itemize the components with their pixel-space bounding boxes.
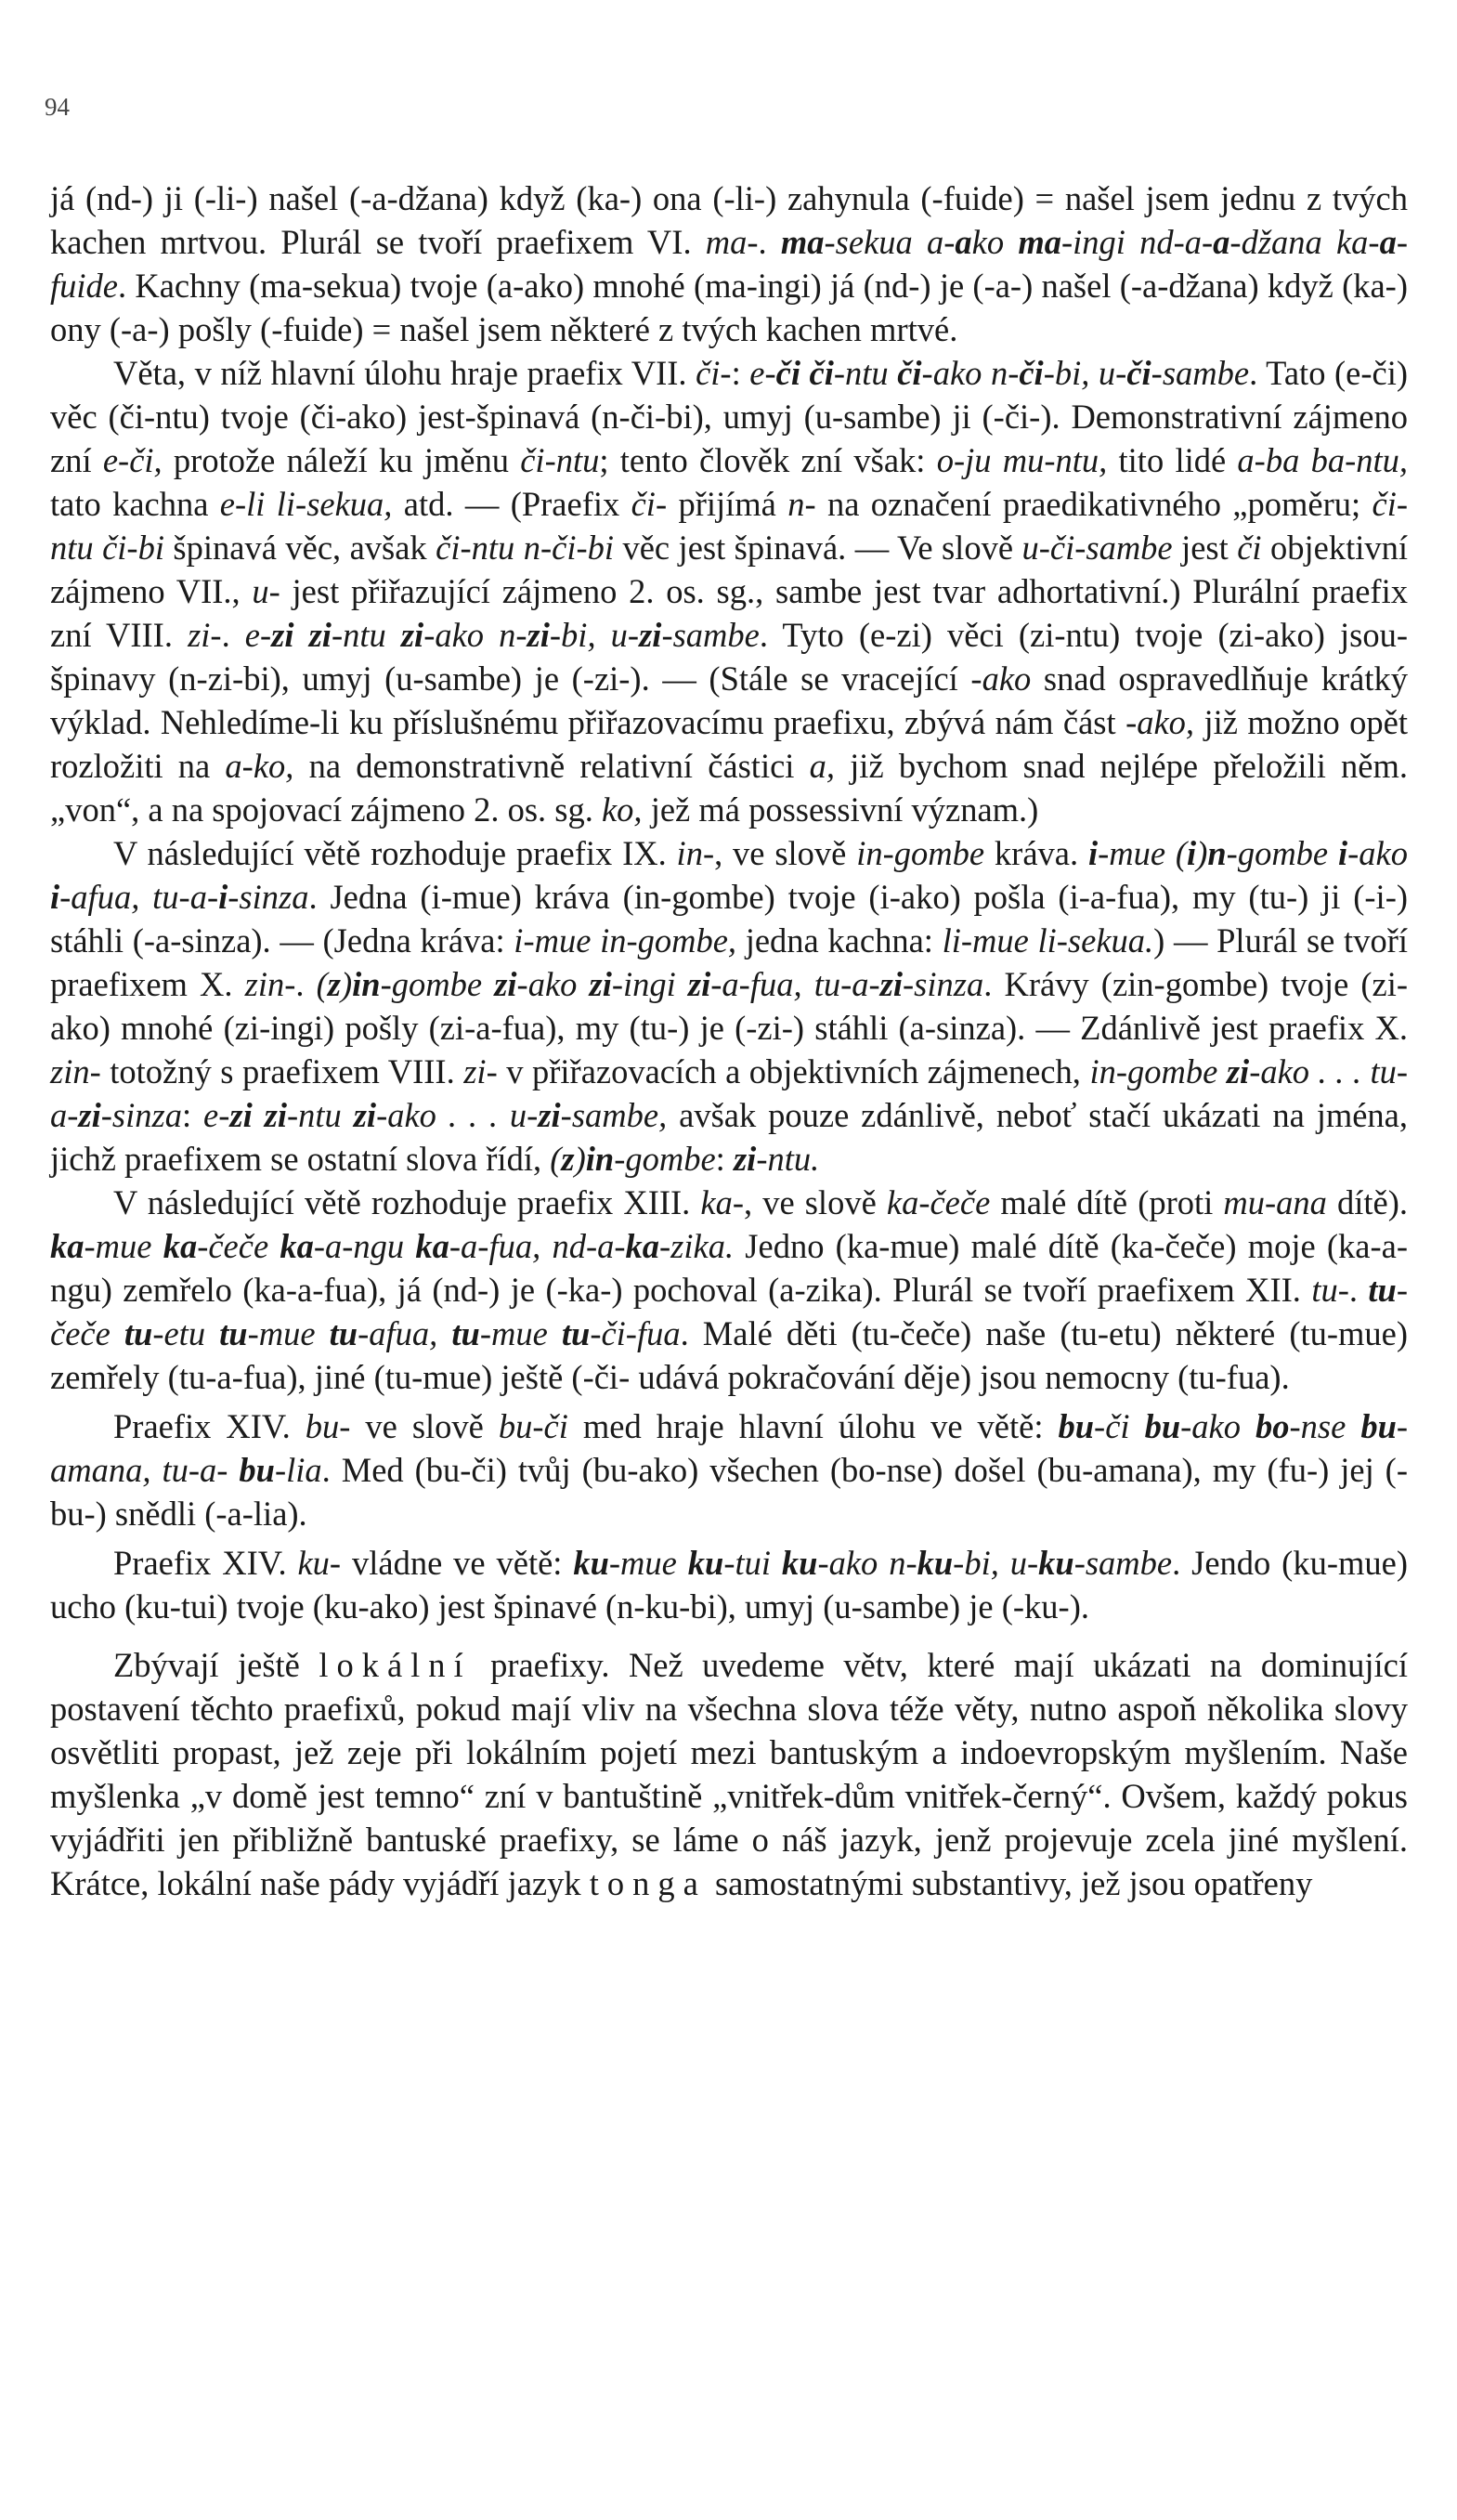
- text-run: u-či-sambe: [1021, 529, 1173, 567]
- text-run: -ako: [516, 965, 590, 1003]
- text-run: bu: [1360, 1407, 1397, 1445]
- text-run: bo: [1255, 1407, 1290, 1445]
- text-run: protože náleží ku jměnu: [162, 441, 521, 479]
- text-run: zi: [271, 616, 294, 654]
- text-run: n-: [787, 485, 816, 523]
- text-run: Praefix XIV.: [113, 1407, 306, 1445]
- text-run: u-: [252, 572, 280, 610]
- text-run: . Med (bu-či) tvůj (bu-ako) všechen (bo-nse) došel (bu-amana), my (fu-) jej (-bu-) snědli (-a-lia).: [50, 1451, 1408, 1533]
- text-run: či: [775, 354, 800, 392]
- text-run: zi: [589, 965, 612, 1003]
- text-run: -zika.: [659, 1227, 735, 1265]
- text-run: . Kachny (ma-sekua) tvoje (a-ako) mnohé (ma-ingi) já (nd-) je (-a-) našel (-a-džana) když (ka-) ony (-a-) pošly (-fuide) = našel jsem některé z tvých kachen mrtvé.: [50, 267, 1408, 348]
- text-run: n: [1207, 834, 1227, 872]
- text-run: -ako: [1180, 1407, 1255, 1445]
- text-run: , ve slově: [714, 834, 857, 872]
- text-run: přijímá: [667, 485, 788, 523]
- text-run: in: [352, 965, 381, 1003]
- text-run: bu: [1058, 1407, 1095, 1445]
- text-run: či-: [696, 354, 732, 392]
- text-run: tu: [561, 1314, 591, 1352]
- text-run: V následující větě rozhoduje praefix IX.: [113, 834, 677, 872]
- text-run: (: [316, 965, 328, 1003]
- text-run: -amana, tu-a-: [50, 1407, 1409, 1489]
- text-run: -lia: [274, 1451, 322, 1489]
- text-run: -bi, u-: [549, 616, 640, 654]
- text-run: či: [1237, 529, 1262, 567]
- text-run: a,: [809, 747, 835, 785]
- text-run: věc jest špinavá. — Ve slově: [614, 529, 1022, 567]
- text-run: zi: [78, 1096, 101, 1134]
- text-run: -ako n-: [921, 354, 1020, 392]
- text-run: ma: [780, 223, 825, 261]
- text-run: objektivní zájmeno VII.,: [50, 529, 1409, 610]
- text-run: či-ntu: [520, 441, 600, 479]
- text-run: in-: [676, 834, 715, 872]
- text-run: [1217, 1052, 1227, 1090]
- text-run: ku: [687, 1544, 724, 1582]
- text-run: [253, 1096, 265, 1134]
- text-run: [294, 616, 309, 654]
- text-run: mu-ana: [1223, 1183, 1327, 1221]
- text-run: Praefix XIV.: [113, 1544, 298, 1582]
- text-run: ku: [573, 1544, 609, 1582]
- text-run: i-mue in-gombe,: [514, 921, 737, 960]
- text-run: .: [758, 223, 781, 261]
- text-run: . Jendo (ku-mue) ucho (ku-tui) tvoje (ku-ako) jest špinavé (n-ku-bi), umyj (u-sambe) je (-ku-).: [50, 1544, 1408, 1626]
- text-run: ku: [917, 1544, 954, 1582]
- text-run: ka: [280, 1227, 314, 1265]
- text-run: -či: [1094, 1407, 1145, 1445]
- text-run: či: [1019, 354, 1044, 392]
- text-run: . Tato (e-či) věc (či-ntu) tvoje (či-ako) jest-špinavá (n-či-bi), umyj (u-sambe) ji (-či-). Demonstrativní zájmeno zní: [50, 354, 1408, 479]
- text-run: -mue: [84, 1227, 163, 1265]
- text-run: Zbývají ještě: [113, 1646, 319, 1684]
- text-run: ku: [1038, 1544, 1074, 1582]
- text-run: i: [50, 878, 60, 916]
- text-run: in: [585, 1140, 615, 1178]
- text-run: -čeče: [197, 1227, 280, 1265]
- text-run: e-: [203, 1096, 230, 1134]
- text-run: -etu: [152, 1314, 220, 1352]
- text-run: zi: [639, 616, 662, 654]
- text-run: špinavá věc, avšak: [163, 529, 436, 567]
- text-run: -sinza: [228, 878, 309, 916]
- text-run: :: [715, 1140, 734, 1178]
- text-run: tu: [124, 1314, 153, 1352]
- text-run: -ako n-: [817, 1544, 917, 1582]
- text-run: Věta, v níž hlavní úlohu hraje praefix VII.: [113, 354, 696, 392]
- paragraph: [50, 1541, 1408, 1628]
- text-run: avšak pouze zdánlivě, neboť stačí ukázati na jména, jichž praefixem se ostatní slova řídí,: [50, 1096, 1408, 1178]
- text-run: zi: [687, 965, 711, 1003]
- text-run: z: [561, 1140, 575, 1178]
- text-run: ): [574, 1140, 586, 1178]
- text-run: -džana ka-: [1229, 223, 1380, 261]
- text-run: praefixy. Než uvedeme větv, které mají ukázati na dominující postavení těchto praefixů, pokud mají vliv na všechna slova téže věty, nutno aspoň několika slovy osvětliti propast, jež zeje při lokálním pojetí mezi bantuským a indoevropským myšlením. Naše myšlenka „v domě jest temno“ zní v bantuštině „vnitřek-dům vnitřek-černý“. Ovšem, každý pokus vyjádřiti jen přibližně bantuské praefixy, se láme o náš jazyk, jenž projevuje zcela jiné myšlení. Krátce, lokální naše pády vyjádří jazyk: [50, 1646, 1408, 1902]
- text-run: ma-: [705, 223, 759, 261]
- text-run: e-: [749, 354, 776, 392]
- text-run: , ve slově: [743, 1183, 887, 1221]
- text-run: e-: [244, 616, 272, 654]
- text-run: ka: [50, 1227, 85, 1265]
- text-run: -fuide: [50, 223, 1408, 305]
- text-run: tonga: [589, 1864, 707, 1902]
- text-run: z: [327, 965, 341, 1003]
- text-run: i: [1187, 834, 1197, 872]
- text-run: .: [221, 616, 245, 654]
- text-run: ): [1196, 834, 1208, 872]
- text-run: snad ospravedlňuje krátký výklad. Nehledíme-li ku příslušnému přiřazovacímu praefixu, zbývá nám část: [50, 659, 1408, 741]
- text-run: ma: [1018, 223, 1061, 261]
- text-run: . Krávy (zin-gombe) tvoje (zi-ako) mnohé (zi-ingi) pošly (zi-a-fua), my (tu-) je (-zi-) stáhli (a-sinza). — Zdánlivě jest praefix X.: [50, 965, 1409, 1047]
- text-run: -či-fua: [590, 1314, 681, 1352]
- text-run: med hraje hlavní úlohu ve větě:: [567, 1407, 1059, 1445]
- text-run: [800, 354, 810, 392]
- text-run: či: [1126, 354, 1151, 392]
- paragraph: [50, 351, 1408, 831]
- text-run: (: [550, 1140, 562, 1178]
- text-run: již bychom snad nejlépe přeložili něm. „von“, a na spojovací zájmeno 2. os. sg.: [50, 747, 1408, 829]
- text-run: ka: [163, 1227, 198, 1265]
- text-run: či: [809, 354, 834, 392]
- text-run: -mue: [479, 1314, 562, 1352]
- text-run: tu: [1368, 1271, 1397, 1309]
- text-run: i: [218, 878, 228, 916]
- paragraph: [50, 831, 1408, 1181]
- text-run: ku-: [297, 1544, 342, 1582]
- text-run: -tui: [723, 1544, 782, 1582]
- text-run: tu-a-: [50, 1052, 1409, 1134]
- text-run: V následující větě rozhoduje praefix XIII.: [113, 1183, 701, 1221]
- text-run: kráva.: [984, 834, 1088, 872]
- text-run: in-gombe: [1089, 1052, 1218, 1090]
- text-run: :: [181, 1096, 204, 1134]
- text-run: jest přiřazující zájmeno 2. os. sg., sambe jest tvar adhortativní.) Plurální praefix zní VIII.: [50, 572, 1408, 654]
- text-run: zin-: [244, 965, 296, 1003]
- text-run: -ako . . .: [1249, 1052, 1371, 1090]
- text-run: zi: [308, 616, 332, 654]
- text-run: i: [1337, 834, 1348, 872]
- text-run: či-ntu či-bi: [50, 485, 1408, 567]
- text-run: samostatnými substantivy, jež jsou opatřeny: [706, 1864, 1313, 1902]
- text-run: -ako . . .: [376, 1096, 510, 1134]
- text-run: tu-: [1311, 1271, 1349, 1309]
- text-run: . Jedna (i-mue) kráva (in-gombe) tvoje (i-ako) pošla (i-a-fua), my (tu-) ji (-i-) stáhli (-a-sinza). — (Jedna kráva:: [50, 878, 1409, 960]
- text-run: jest: [1172, 529, 1238, 567]
- text-run: -ntu: [331, 616, 401, 654]
- text-run: -mue: [608, 1544, 688, 1582]
- text-run: -ako,: [1125, 703, 1195, 741]
- paragraph: [50, 1404, 1408, 1535]
- text-run: zi-: [463, 1052, 498, 1090]
- text-run: jedna kachna:: [736, 921, 943, 960]
- text-run: -a-fua, nd-a-: [449, 1227, 626, 1265]
- text-run: tato kachna: [50, 485, 220, 523]
- text-run: v přiřazovacích a objektivních zájmenech,: [497, 1052, 1090, 1090]
- text-run: zi: [733, 1140, 757, 1178]
- text-run: či-: [631, 485, 668, 523]
- text-run: zi: [879, 965, 904, 1003]
- text-run: dítě).: [1326, 1183, 1409, 1221]
- text-run: -sambe: [1073, 1544, 1173, 1582]
- text-run: a-ko,: [225, 747, 294, 785]
- text-run: ve slově: [350, 1407, 499, 1445]
- text-run: či-ntu n-či-bi: [436, 529, 615, 567]
- text-run: ka-čeče: [886, 1183, 991, 1221]
- text-run: tu: [329, 1314, 358, 1352]
- text-run: -a-fua, tu-a-: [710, 965, 880, 1003]
- text-run: zi: [229, 1096, 253, 1134]
- text-run: bu: [239, 1451, 275, 1489]
- text-run: ; tento člověk zní však:: [599, 441, 937, 479]
- text-run: na označení praedikativného „poměru;: [815, 485, 1372, 523]
- text-run: -ingi: [611, 965, 688, 1003]
- text-run: vládne ve větě:: [341, 1544, 574, 1582]
- text-run: -sinza: [903, 965, 984, 1003]
- text-run: ko,: [601, 790, 643, 829]
- text-run: :: [731, 354, 750, 392]
- text-run: totožný s praefixem VIII.: [100, 1052, 464, 1090]
- text-run: in-gombe: [856, 834, 985, 872]
- text-run: -ingi nd-a-: [1060, 223, 1214, 261]
- text-run: ku: [781, 1544, 818, 1582]
- text-run: -bi, u-: [953, 1544, 1039, 1582]
- text-run: já (nd-) ji (-li-) našel (-a-džana) když (ka-) ona (-li-) zahynula (-fuide) = našel jsem jednu z tvých kachen mrtvou. Plurál se tvoří praefixem VI.: [50, 179, 1408, 261]
- text-run: -a-ngu: [313, 1227, 416, 1265]
- text-run: -nse: [1289, 1407, 1361, 1445]
- text-run: -sambe,: [560, 1096, 668, 1134]
- text-run: -ntu: [287, 1096, 354, 1134]
- paragraph: [50, 1181, 1408, 1399]
- text-run: zi: [1226, 1052, 1250, 1090]
- text-run: bu-či: [498, 1407, 568, 1445]
- text-run: -gombe: [1226, 834, 1338, 872]
- page-number: 94: [45, 93, 70, 121]
- text-run: -mue (: [1098, 834, 1188, 872]
- text-run: lokální: [319, 1646, 472, 1684]
- text-run: atd. — (Praefix: [392, 485, 631, 523]
- text-run: . Tyto (e-zi) věci (zi-ntu) tvoje (zi-ako) jsou-špinavy (n-zi-bi), umyj (u-sambe) je (-zi-). — (Stále se vracející: [50, 616, 1409, 698]
- text-run: na demonstrativně relativní částici: [293, 747, 810, 785]
- text-run: i: [1087, 834, 1099, 872]
- text-run: jež má possessivní význam.): [642, 790, 1039, 829]
- text-run: -gombe: [614, 1140, 716, 1178]
- text-run: e-či,: [102, 441, 163, 479]
- text-run: e-li li-sekua,: [219, 485, 393, 523]
- text-run: -ako: [1347, 834, 1408, 872]
- text-run: -ntu.: [756, 1140, 820, 1178]
- text-run: -sambe: [1151, 354, 1250, 392]
- text-run: a: [1379, 223, 1397, 261]
- text-run: -afua,: [358, 1314, 452, 1352]
- text-run: již možno opět rozložiti na: [50, 703, 1408, 785]
- text-run: -afua, tu-a-: [59, 878, 219, 916]
- text-run: tito lidé: [1107, 441, 1238, 479]
- text-run: -ako n-: [423, 616, 527, 654]
- text-run: a-ba ba-ntu,: [1237, 441, 1408, 479]
- text-run: zi-: [188, 616, 222, 654]
- text-run: ka-: [700, 1183, 744, 1221]
- text-run: tu: [451, 1314, 480, 1352]
- text-run: malé dítě (proti: [990, 1183, 1224, 1221]
- text-run: bu: [1144, 1407, 1181, 1445]
- text-run: -sinza: [100, 1096, 182, 1134]
- text-run: u-: [509, 1096, 539, 1134]
- text-run: ka: [625, 1227, 660, 1265]
- text-run: .: [295, 965, 317, 1003]
- text-run: ) — Plurál se tvoří praefixem X.: [50, 921, 1408, 1003]
- text-run: zi: [353, 1096, 377, 1134]
- text-run: -mue: [247, 1314, 330, 1352]
- text-run: -čeče: [50, 1271, 1409, 1352]
- text-run: .: [1348, 1271, 1369, 1309]
- text-run: zi: [264, 1096, 288, 1134]
- text-run: zin-: [50, 1052, 101, 1090]
- text-run: či: [897, 354, 922, 392]
- text-run: . Malé děti (tu-čeče) naše (tu-etu) některé (tu-mue) zemřely (tu-a-fua), jiné (tu-mue) ještě (-či- udává pokračování děje) jsou nemocny (tu-fua).: [50, 1314, 1409, 1396]
- text-run: ka: [415, 1227, 449, 1265]
- text-run: a: [1213, 223, 1230, 261]
- text-run: ko: [971, 223, 1019, 261]
- text-run: -ntu: [833, 354, 898, 392]
- text-run: -gombe: [380, 965, 495, 1003]
- text-run: Jedno (ka-mue) malé dítě (ka-čeče) moje (ka-a-ngu) zemřelo (ka-a-fua), já (nd-) je (-ka-) pochoval (a-zika). Plurál se tvoří praefixem XII.: [50, 1227, 1409, 1309]
- text-run: bu-: [305, 1407, 351, 1445]
- text-run: zi: [527, 616, 550, 654]
- text-body: [50, 176, 1408, 1905]
- paragraph: [50, 1643, 1408, 1905]
- text-run: li-mue li-sekua.: [942, 921, 1154, 960]
- text-run: a: [955, 223, 972, 261]
- text-run: o-ju mu-ntu,: [936, 441, 1108, 479]
- text-run: zi: [538, 1096, 561, 1134]
- text-run: -sambe: [661, 616, 760, 654]
- text-run: ): [341, 965, 353, 1003]
- text-run: tu: [219, 1314, 248, 1352]
- text-run: -ako: [970, 659, 1032, 698]
- text-run: -sekua a-: [824, 223, 956, 261]
- text-run: -bi, u-: [1043, 354, 1127, 392]
- text-run: zi: [494, 965, 517, 1003]
- paragraph: [50, 176, 1408, 351]
- text-run: zi: [400, 616, 424, 654]
